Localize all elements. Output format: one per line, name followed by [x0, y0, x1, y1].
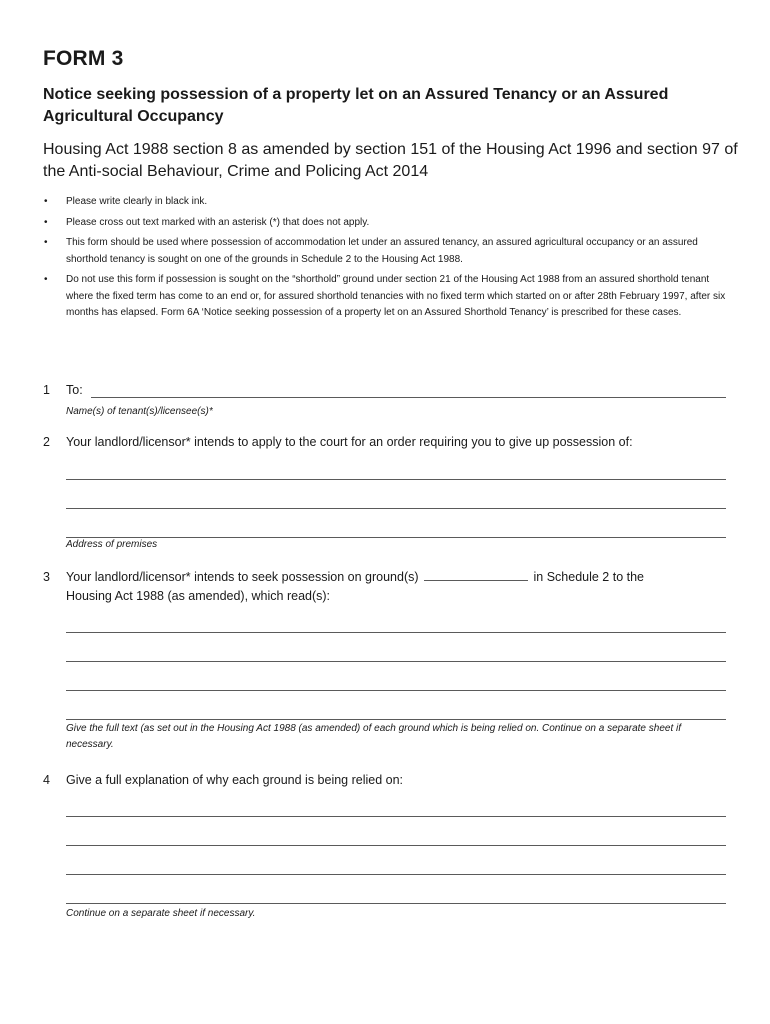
section-3-text-line2: Housing Act 1988 (as amended), which read(s): — [66, 589, 331, 603]
section-4-caption: Continue on a separate sheet if necessary. — [66, 908, 256, 919]
tenant-name-field[interactable] — [91, 397, 726, 398]
grounds-text-field-line[interactable] — [66, 690, 726, 691]
section-3-text-before: Your landlord/licensor* intends to seek possession on ground(s) — [66, 570, 419, 584]
address-field-line[interactable] — [66, 479, 726, 480]
section-3-caption: Give the full text (as set out in the Housing Act 1988 (as amended) of each ground which is being relied on. Continue on a separate sheet if necessary. — [66, 723, 681, 750]
section-1-caption: Name(s) of tenant(s)/licensee(s)* — [66, 406, 213, 417]
instruction-item: • This form should be used where possession of accommodation let under an assured tenancy, an assured agricultural occupancy or an assured shorthold tenancy is sought on one of the grounds in Schedule 2 to the Housing Act 1988. — [43, 235, 733, 268]
address-field-line[interactable] — [66, 508, 726, 509]
form-subtitle: Notice seeking possession of a property let on an Assured Tenancy or an Assured Agricultural Occupancy — [43, 86, 669, 125]
grounds-field[interactable] — [424, 569, 528, 581]
grounds-text-field-line[interactable] — [66, 632, 726, 633]
section-4-text: Give a full explanation of why each ground is being relied on: — [66, 773, 404, 787]
section-2-caption: Address of premises — [66, 539, 158, 550]
instructions-list — [43, 194, 733, 326]
section-3-text-after: in Schedule 2 to the — [533, 570, 644, 584]
section-1-number: 1 — [43, 383, 50, 397]
instruction-item: • Please write clearly in black ink. — [43, 194, 733, 211]
section-1-label: To: — [66, 383, 83, 397]
instruction-item: • Please cross out text marked with an asterisk (*) that does not apply. — [43, 215, 733, 232]
section-3-number: 3 — [43, 570, 50, 584]
grounds-text-field-line[interactable] — [66, 661, 726, 662]
explanation-field-line[interactable] — [66, 874, 726, 875]
section-2-text: Your landlord/licensor* intends to apply to the court for an order requiring you to give up possession of: — [66, 435, 633, 449]
explanation-field-line[interactable] — [66, 903, 726, 904]
grounds-text-field-line[interactable] — [66, 719, 726, 720]
section-3-text — [66, 568, 736, 606]
instruction-item: • Do not use this form if possession is sought on the “shorthold” ground under section 21 of the Housing Act 1988 from an assured shorthold tenant where the fixed term has come to an end or, for assured shorthold tenancies with no fixed term which started on or after 28th February 1997, after six months has elapsed. Form 6A ‘Notice seeking possession of a property let on an Assured Shorthold Tenancy’ is prescribed for these cases. — [43, 272, 733, 322]
explanation-field-line[interactable] — [66, 845, 726, 846]
section-4-number: 4 — [43, 773, 50, 787]
form-title: FORM 3 — [43, 47, 124, 70]
section-2-number: 2 — [43, 435, 50, 449]
act-reference: Housing Act 1988 section 8 as amended by section 151 of the Housing Act 1996 and section 97 of the Anti-social Behaviour, Crime and Policing Act 2014 — [43, 141, 738, 180]
explanation-field-line[interactable] — [66, 816, 726, 817]
